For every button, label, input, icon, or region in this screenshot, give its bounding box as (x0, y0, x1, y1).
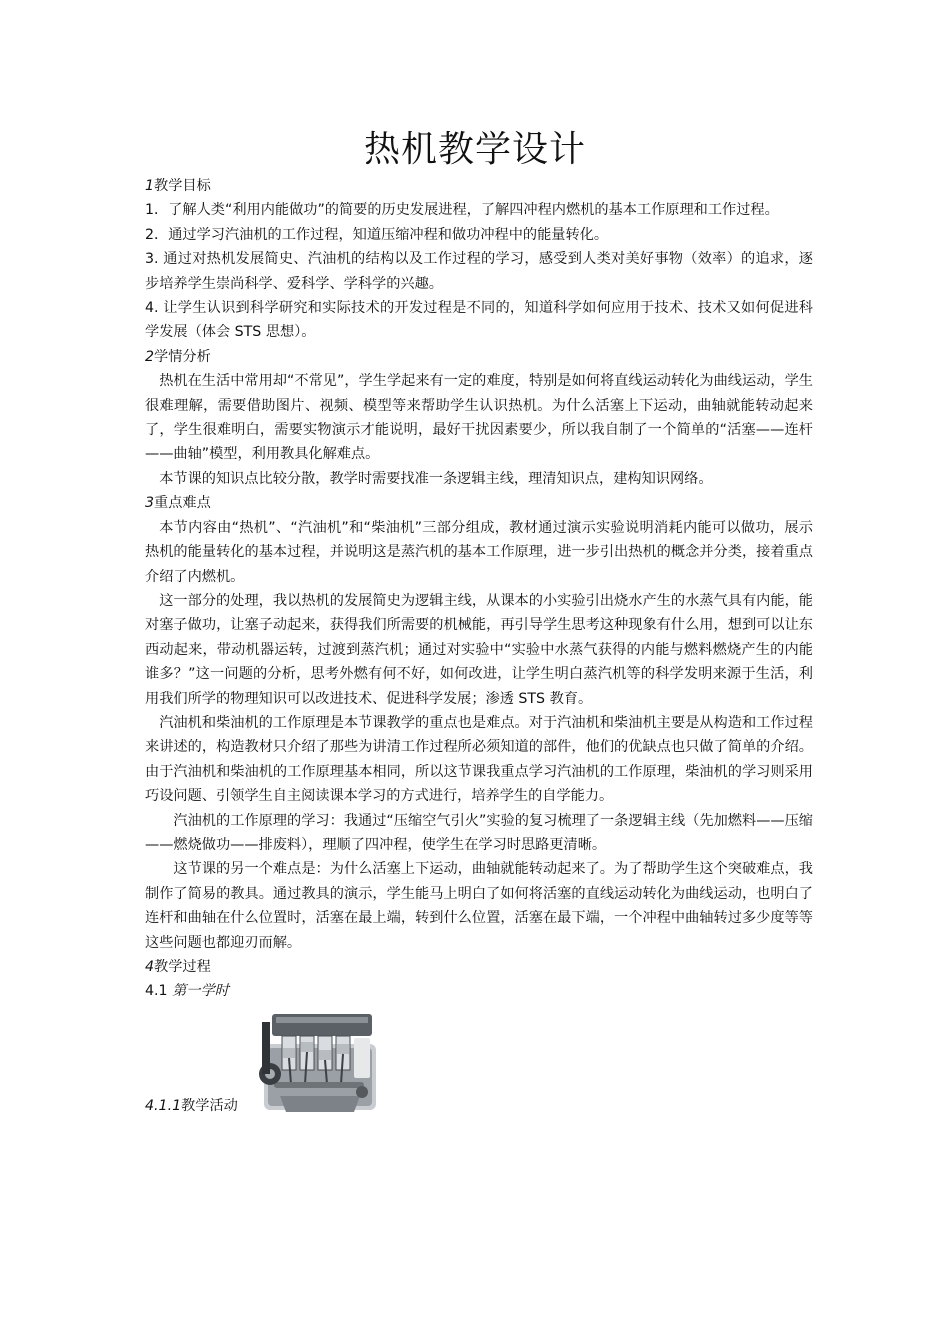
section-label: 学情分析 (154, 348, 211, 365)
section-heading-process (145, 955, 813, 979)
section-label: 教学目标 (154, 178, 211, 194)
subsection-label: 第一学时 (172, 983, 229, 1000)
section-number: 3 (145, 495, 155, 512)
paragraph: 这一部分的处理，我以热机的发展简史为逻辑主线，从课本的小实验引出烧水产生的水蒸气具有内能，能对塞子做功，让塞子动起来，获得我们所需要的机械能，再引导学生思考这种现象有什么用，想到可以让东西动起来，带动机器运转，过渡到蒸汽机；通过对实验中“实验中水蒸气获得的内能与燃料燃烧产生的内能谁多？”这一问题的分析，思考外燃有何不好，如何改进，让学生明白蒸汽机等的科学发明来源于生活，利用我们所学的物理知识可以改进技术、促进科学发展；渗透 STS 教育。 (145, 592, 813, 707)
engine-image (258, 1008, 382, 1116)
paragraph: 汽油机和柴油机的工作原理是本节课教学的重点也是难点。对于汽油机和柴油机主要是从构造和工作过程来讲述的，构造教材只介绍了那些为讲清工作过程所必须知道的部件，他们的优缺点也只做了简单的介绍。由于汽油机和柴油机的工作原理基本相同，所以这节课我重点学习汽油机的工作原理，柴油机的学习则采用巧设问题、引领学生自主阅读课本学习的方式进行，培养学生的自学能力。 (145, 714, 813, 805)
activity-number: 4.1.1 (145, 1097, 182, 1114)
document-body (145, 174, 813, 1118)
objective-item: 3. 通过对热机发展简史、汽油机的结构以及工作过程的学习，感受到人类对美好事物（效率）的追求，逐步培养学生崇尚科学、爱科学、学科学的兴趣。 (145, 251, 813, 292)
paragraph: 本节课的知识点比较分散，教学时需要找准一条逻辑主线，理清知识点，建构知识网络。 (159, 470, 713, 487)
section-label: 重点难点 (154, 495, 211, 512)
activity-row (145, 1008, 813, 1118)
activity-label: 教学活动 (181, 1097, 238, 1114)
subsection-heading (145, 979, 813, 1003)
objective-item: 2．通过学习汽油机的工作过程，知道压缩冲程和做功冲程中的能量转化。 (145, 226, 609, 243)
section-heading-objectives (145, 174, 813, 198)
section-number: 4 (145, 959, 155, 975)
subsection-number: 4.1 (145, 983, 168, 1000)
objective-item: 4. 让学生认识到科学研究和实际技术的开发过程是不同的，知道科学如何应用于技术、技术又如何促进科学发展（体会 STS 思想）。 (145, 300, 813, 341)
objective-item: 1．了解人类“利用内能做功”的简要的历史发展进程，了解四冲程内燃机的基本工作原理和工作过程。 (145, 202, 779, 219)
paragraph: 本节内容由“热机”、“汽油机”和“柴油机”三部分组成，教材通过演示实验说明消耗内能可以做功，展示热机的能量转化的基本过程，并说明这是蒸汽机的基本工作原理，进一步引出热机的概念并分类，接着重点介绍了内燃机。 (145, 519, 813, 585)
section-heading-key-points (145, 491, 813, 515)
section-number: 2 (145, 348, 155, 365)
section-number: 1 (145, 178, 155, 194)
activity-heading (145, 1094, 238, 1118)
document-title: 热机教学设计 (363, 129, 586, 170)
paragraph: 这节课的另一个难点是：为什么活塞上下运动，曲轴就能转动起来了。为了帮助学生这个突破难点，我制作了简易的教具。通过教具的演示，学生能马上明白了如何将活塞的直线运动转化为曲线运动，也明白了连杆和曲轴在什么位置时，活塞在最上端，转到什么位置，活塞在最下端，一个冲程中曲轴转过多少度等等这些问题也都迎刃而解。 (145, 861, 813, 951)
paragraph: 热机在生活中常用却“不常见”，学生学起来有一定的难度，特别是如何将直线运动转化为曲线运动，学生很难理解，需要借助图片、视频、模型等来帮助学生认识热机。为什么活塞上下运动，曲轴就能转动起来了，学生很难明白，需要实物演示才能说明，最好干扰因素要少，所以我自制了一个简单的“活塞——连杆——曲轴”模型，利用教具化解难点。 (145, 373, 813, 463)
paragraph: 汽油机的工作原理的学习：我通过“压缩空气引火”实验的复习梳理了一条逻辑主线（先加燃料——压缩——燃烧做功——排废料），理顺了四冲程，使学生在学习时思路更清晰。 (145, 812, 813, 853)
section-label: 教学过程 (154, 959, 211, 975)
section-heading-analysis (145, 345, 813, 369)
